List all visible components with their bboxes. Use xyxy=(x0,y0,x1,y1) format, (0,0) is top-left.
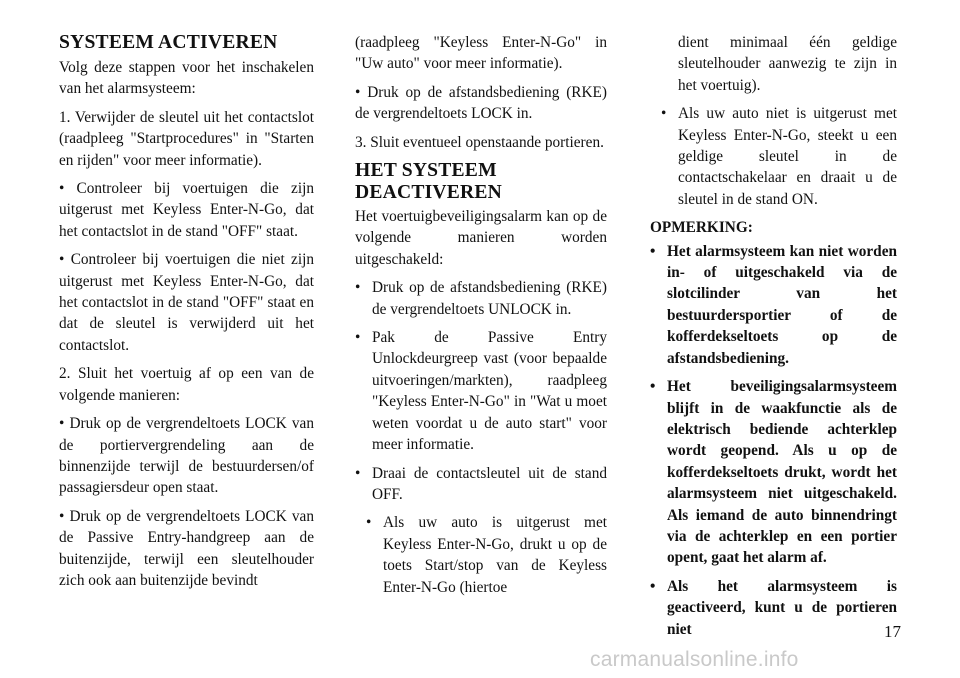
paragraph-deactivate-intro: Het voertuigbeveiligingsalarm kan op de volgende manieren worden uitgeschakeld: xyxy=(355,208,607,268)
watermark: carmanualsonline.info xyxy=(590,648,799,671)
step-1: 1. Verwijder de sleutel uit het contactslot (raadpleeg "Startprocedures" in "Starten en rijden" voor meer informatie). xyxy=(59,108,314,169)
list-item: • Druk op de afstandsbediening (RKE) de vergrendeltoets UNLOCK in. xyxy=(355,277,607,320)
note-label: OPMERKING: xyxy=(650,219,753,237)
page-number: 17 xyxy=(884,622,901,641)
column-3 xyxy=(650,32,897,647)
sub-list-item-continued: dient minimaal één geldige sleutelhouder aanwezig te zijn in het voertuig). xyxy=(678,34,897,94)
note-item: • Als het alarmsysteem is geactiveerd, kunt u de portieren niet xyxy=(650,576,897,640)
section-heading-deactivate: HET SYSTEEM DEACTIVEREN xyxy=(355,160,503,204)
step-2-bullet-rke: • Druk op de afstandsbediening (RKE) de vergrendeltoets LOCK in. xyxy=(355,83,607,123)
note-item: • Het alarmsysteem kan niet worden in- of uitgeschakeld via de slotcilinder van het bestuurdersportier of de kofferdekseltoets op de afstandsbediening. xyxy=(650,241,897,369)
paragraph-intro: Volg deze stappen voor het inschakelen van het alarmsysteem: xyxy=(59,59,314,98)
note-list xyxy=(650,241,897,640)
sub-list-item: • Als uw auto is uitgerust met Keyless Enter-N-Go, drukt u op de toets Start/stop van de Keyless Enter-N-Go (hiertoe xyxy=(355,512,607,598)
step-2: 2. Sluit het voertuig af op een van de volgende manieren: xyxy=(59,365,314,404)
step-2-bullet-passive-entry: • Druk op de vergrendeltoets LOCK van de Passive Entry-handgreep aan de buitenzijde, terwijl een sleutelhouder zich ook aan buitenzijde bevindt xyxy=(59,507,314,589)
step-1-bullet-keyless: • Controleer bij voertuigen die zijn uitgerust met Keyless Enter-N-Go, dat het contactslot in de stand "OFF" staat. xyxy=(59,180,314,240)
sub-list xyxy=(650,103,897,210)
section-heading-activate: SYSTEEM ACTIVEREN xyxy=(59,32,278,53)
step-1-bullet-no-keyless: • Controleer bij voertuigen die niet zijn uitgerust met Keyless Enter-N-Go, dat het contactslot in de stand "OFF" staat en dat de sleutel is verwijderd uit het contactslot. xyxy=(59,251,314,354)
column-1 xyxy=(59,32,314,598)
list-item: • Pak de Passive Entry Unlockdeurgreep vast (voor bepaalde uitvoeringen/markten), raadpleeg "Keyless Enter-N-Go" in "Wat u moet weten voordat u de auto start" voor meer informatie. xyxy=(355,327,607,455)
column-2 xyxy=(355,32,607,605)
note-item: • Het beveiligingsalarmsysteem blijft in de waakfunctie als de elektrisch bediende achterklep wordt geopend. Als u op de kofferdekseltoets drukt, wordt het alarmsysteem niet uitgeschakeld. Als iemand de auto binnendringt via de achterklep en een portier opent, gaat het alarm af. xyxy=(650,376,897,569)
paragraph-continued: (raadpleeg "Keyless Enter-N-Go" in "Uw auto" voor meer informatie). xyxy=(355,34,607,73)
step-2-bullet-inside-lock: • Druk op de vergrendeltoets LOCK van de portiervergrendeling aan de binnenzijde terwijl de bestuurdersen/of passagiersdeur open staat. xyxy=(59,415,314,497)
sub-list-item: • Als uw auto niet is uitgerust met Keyless Enter-N-Go, steekt u een geldige sleutel in de contactschakelaar en draait u de sleutel in de stand ON. xyxy=(650,103,897,210)
list-item: • Draai de contactsleutel uit de stand OFF. xyxy=(355,463,607,506)
step-3: 3. Sluit eventueel openstaande portieren. xyxy=(355,133,604,151)
deactivate-list xyxy=(355,277,607,598)
